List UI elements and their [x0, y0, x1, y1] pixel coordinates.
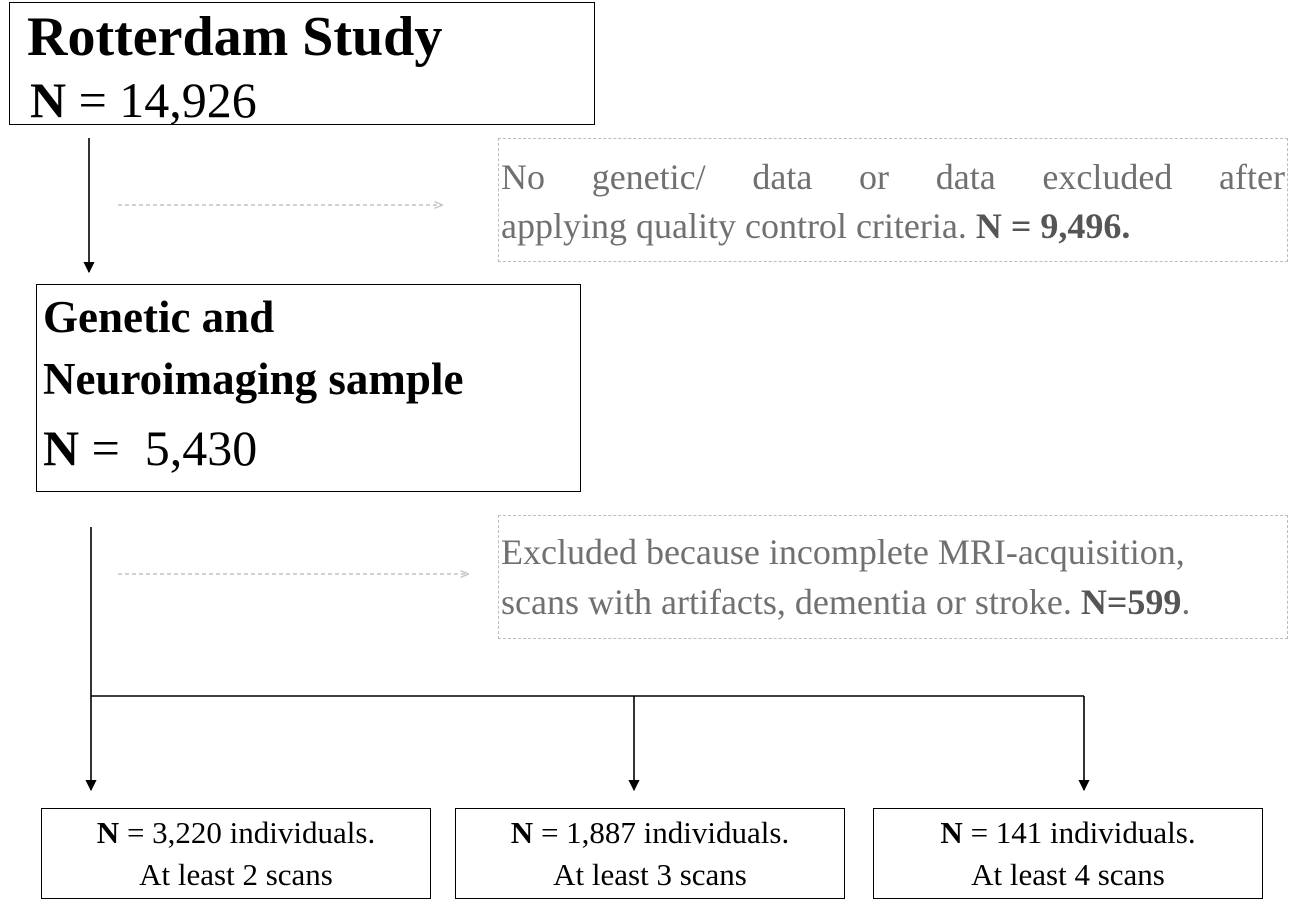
exclusion-2-line-2: scans with artifacts, dementia or stroke. N=599.	[501, 582, 1191, 622]
exclusion-2-count: N=599	[1080, 582, 1182, 622]
outcome-box-2-scans	[41, 808, 431, 899]
exclusion-2-line-1: Excluded because incomplete MRI-acquisition,	[501, 532, 1185, 572]
outcome-1-scans: At least 2 scans	[139, 857, 333, 892]
exclusion-1-line-1: No genetic/ data or data excluded after	[501, 157, 1285, 197]
exclusion-box-genetic	[498, 138, 1288, 262]
outcome-box-3-scans	[455, 808, 845, 899]
outcome-1-count: N = 3,220 individuals.	[96, 815, 376, 850]
rotterdam-study-box	[9, 2, 595, 128]
genetic-neuroimaging-sample-box	[36, 284, 581, 492]
outcome-2-scans: At least 3 scans	[553, 857, 747, 892]
rotterdam-study-count: N = 14,926	[30, 72, 257, 128]
sample-title-line-2: Neuroimaging sample	[43, 354, 464, 404]
exclusion-box-mri	[498, 515, 1288, 639]
exclusion-1-count: N = 9,496.	[975, 206, 1131, 246]
sample-count: N = 5,430	[43, 420, 258, 476]
outcome-3-scans: At least 4 scans	[971, 857, 1165, 892]
exclusion-1-line-2: applying quality control criteria. N = 9,496.	[501, 206, 1131, 246]
outcome-box-4-scans	[873, 808, 1263, 899]
sample-title-line-1: Genetic and	[43, 292, 275, 342]
rotterdam-study-title: Rotterdam Study	[27, 6, 443, 68]
outcome-2-count: N = 1,887 individuals.	[510, 815, 790, 850]
outcome-3-count: N = 141 individuals.	[940, 815, 1196, 850]
